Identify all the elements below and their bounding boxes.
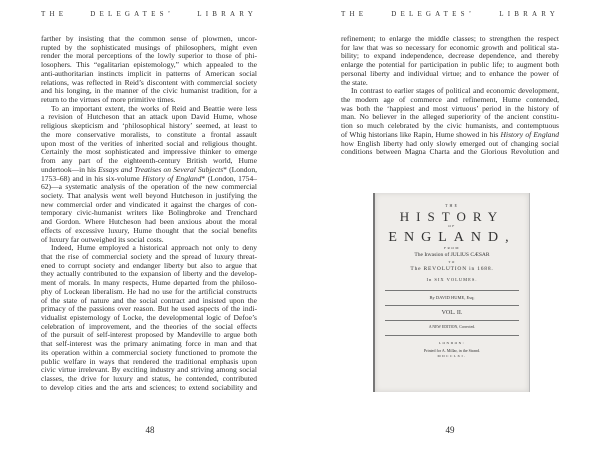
- text-line: tion so much celebrated by the civic humanists, and contemptuous: [341, 121, 559, 131]
- text-line: religious skepticism and ‘philosophical history’ seemed, at least to: [41, 121, 257, 131]
- running-head-word: DELEGATES’: [391, 10, 476, 18]
- running-head-right: [341, 10, 559, 18]
- italic-title: Essays and Treatises on Several Subjects: [98, 164, 224, 174]
- text-line: and Gordon. Where Hutcheson had been anxious about the moral: [41, 217, 257, 227]
- text-line: rupted by the sophisticated musings of philosophers, might even: [41, 42, 257, 52]
- text-line: refinement; to enlarge the middle classes; to strengthen the respect: [341, 34, 559, 43]
- plate-revolution: The REVOLUTION in 1688.: [410, 266, 494, 272]
- text-line: man. No believer in the alleged superiority of the ancient constitu-: [341, 112, 559, 122]
- right-page-body: [341, 35, 559, 157]
- text-line: primacy of the passions over reason. But he used aspects of the indi-: [41, 304, 257, 314]
- text-line: anti-authoritarian instincts implicit in patterns of American social: [41, 68, 257, 78]
- text-line: classes, the drive for luxury and status, he contended, contributed: [41, 374, 257, 384]
- text-line: public welfare in ways that rendered the traditional emphasis upon: [41, 356, 257, 366]
- plate-from: FROM: [444, 245, 460, 250]
- text-line: the state.: [341, 77, 368, 87]
- running-head-word: THE: [341, 10, 368, 18]
- italic-title: History of England: [500, 129, 560, 139]
- text-line: society. That analysis went well beyond Hutcheson in justifying the: [41, 190, 257, 200]
- text-line: return to the virtues of more primitive times.: [41, 95, 176, 105]
- plate-invasion: The Invasion of JULIUS CÆSAR: [414, 252, 490, 258]
- plate-to: TO: [448, 259, 456, 264]
- text-line: upon most of the verities of inherited social and religious thought.: [41, 138, 257, 148]
- text-segment: undertook—in his: [41, 164, 99, 174]
- plate-of: OF: [448, 224, 456, 228]
- plate-year: MDCCLXI.: [437, 353, 467, 358]
- plate-vol: VOL. II.: [441, 309, 463, 316]
- text-line: bility; to expand independence, decrease dependence, and thereby: [341, 51, 559, 61]
- plate-volumes: In SIX VOLUMES.: [426, 276, 478, 282]
- text-line: the modern age of commerce and refinement, Hume contended,: [341, 95, 559, 105]
- text-line: farther by insisting that the common sense of plowmen, uncor-: [41, 34, 257, 43]
- text-line: temporary civic-humanist writers like Bolingbroke and Trenchard: [41, 208, 257, 218]
- text-line: that self-interest was the primary animating force in man and that: [41, 339, 257, 349]
- text-line: conditions between Magna Charta and the Glorious Revolution and: [341, 147, 559, 157]
- running-head-word: LIBRARY: [197, 10, 257, 18]
- text-line: enlarge the potential for participation in public life; to augment both: [341, 60, 559, 70]
- plate-rule: [385, 320, 519, 321]
- text-line: the more conservative moralists, to constitute a frontal assault: [41, 129, 257, 139]
- text-line: effects of excessive luxury, Hume thought that the social benefits: [41, 225, 257, 235]
- plate-history: HISTORY: [399, 209, 505, 224]
- text-line: they actually contributed to the expansion of liberty and the develop-: [41, 269, 257, 279]
- text-segment: 1753–68) and in his six-volume: [41, 173, 143, 183]
- text-line: losophers. This “egalitarian epistemology,” which appealed to the: [41, 60, 257, 70]
- text-line: of the pursuit of self-interest proposed by Mandeville to argue both: [41, 330, 257, 340]
- page-number-left: 48: [145, 425, 155, 435]
- text-line: from any part of the eighteenth-century British world, Hume: [41, 156, 257, 166]
- text-line: To an important extent, the works of Reid and Beattie were less: [51, 103, 257, 113]
- plate-the: THE: [445, 203, 459, 208]
- text-line: and his longing, in the manner of the civic humanist tradition, for a: [41, 86, 257, 96]
- left-page-body: [41, 35, 257, 392]
- history-of-england-title-page-image: [373, 193, 530, 392]
- running-head-word: LIBRARY: [499, 10, 559, 18]
- text-line: of luxury far outweighed its social costs.: [41, 234, 164, 244]
- text-line: a revision of Hutcheson that an attack upon David Hume, whose: [41, 112, 257, 122]
- text-line: ened to corrupt society and endanger liberty but also to argue that: [41, 260, 257, 270]
- text-line: vidualist epistemology of Locke, the developmental logic of Defoe’s: [41, 313, 257, 322]
- text-line: was both the ‘happiest and most virtuous’ period in the history of: [341, 103, 559, 113]
- plate-printer: Printed for A. Millar, in the Strand.: [423, 347, 481, 353]
- text-segment: * (London, 1754–: [201, 173, 258, 183]
- text-line: Certainly the most sophisticated and impressive thinker to emerge: [41, 147, 257, 157]
- text-line: how English liberty had only slowly emerged out of changing social: [341, 138, 559, 148]
- plate-rule: [385, 305, 519, 306]
- text-line: render the moral perceptions of the lowly superior to those of phi-: [41, 51, 257, 61]
- page-number-right: 49: [445, 425, 455, 435]
- text-segment: of Whig historians like Rapin, Hume showed in his: [341, 129, 501, 139]
- text-line: 62)—a systematic analysis of the operation of the new commercial: [41, 182, 257, 192]
- plate-england: ENGLAND,: [388, 229, 516, 245]
- running-head-word: DELEGATES’: [90, 10, 175, 18]
- running-head-left: [41, 10, 257, 18]
- plate-london: LONDON:: [438, 341, 466, 346]
- plate-author: By DAVID HUME, Esq;: [429, 295, 475, 300]
- text-line: personal liberty and individual virtue; and to enhance the power of: [341, 68, 559, 78]
- text-line: Indeed, Hume employed a historical approach not only to deny: [51, 243, 257, 253]
- text-line: relations, was reflected in Reid’s discontent with commercial society: [41, 77, 257, 87]
- text-line: In contrast to earlier stages of political and economic development,: [351, 86, 559, 96]
- text-line: phy of Lockean liberalism. He had no use for the artificial constructs: [41, 286, 257, 296]
- plate-rule: [385, 290, 519, 291]
- text-line: that the rise of commercial society and the spread of luxury threat-: [41, 251, 257, 261]
- plate-rule: [385, 335, 519, 336]
- plate-edition: A NEW EDITION, Corrected.: [428, 324, 476, 329]
- text-line: celebration of improvement, and the theories of the social effects: [41, 321, 257, 331]
- text-line: of the state of nature and the social contract and insisted upon the: [41, 295, 257, 305]
- italic-title: History of England: [142, 173, 202, 183]
- text-line: to develop cities and the arts and sciences; to extend sociability and: [41, 382, 257, 392]
- text-line: for law that was so necessary for economic growth and political sta-: [341, 42, 559, 52]
- text-line: its operation within a commercial society functioned to promote the: [41, 347, 257, 357]
- text-segment: * (London,: [223, 164, 257, 174]
- text-line: civic virtue irrelevant. By exciting industry and striving among social: [41, 365, 257, 375]
- text-line: ment of morals. In many respects, Hume departed from the philoso-: [41, 278, 257, 288]
- running-head-word: THE: [41, 10, 68, 18]
- text-line: new commercial order and vindicated it against the charges of con-: [41, 199, 257, 209]
